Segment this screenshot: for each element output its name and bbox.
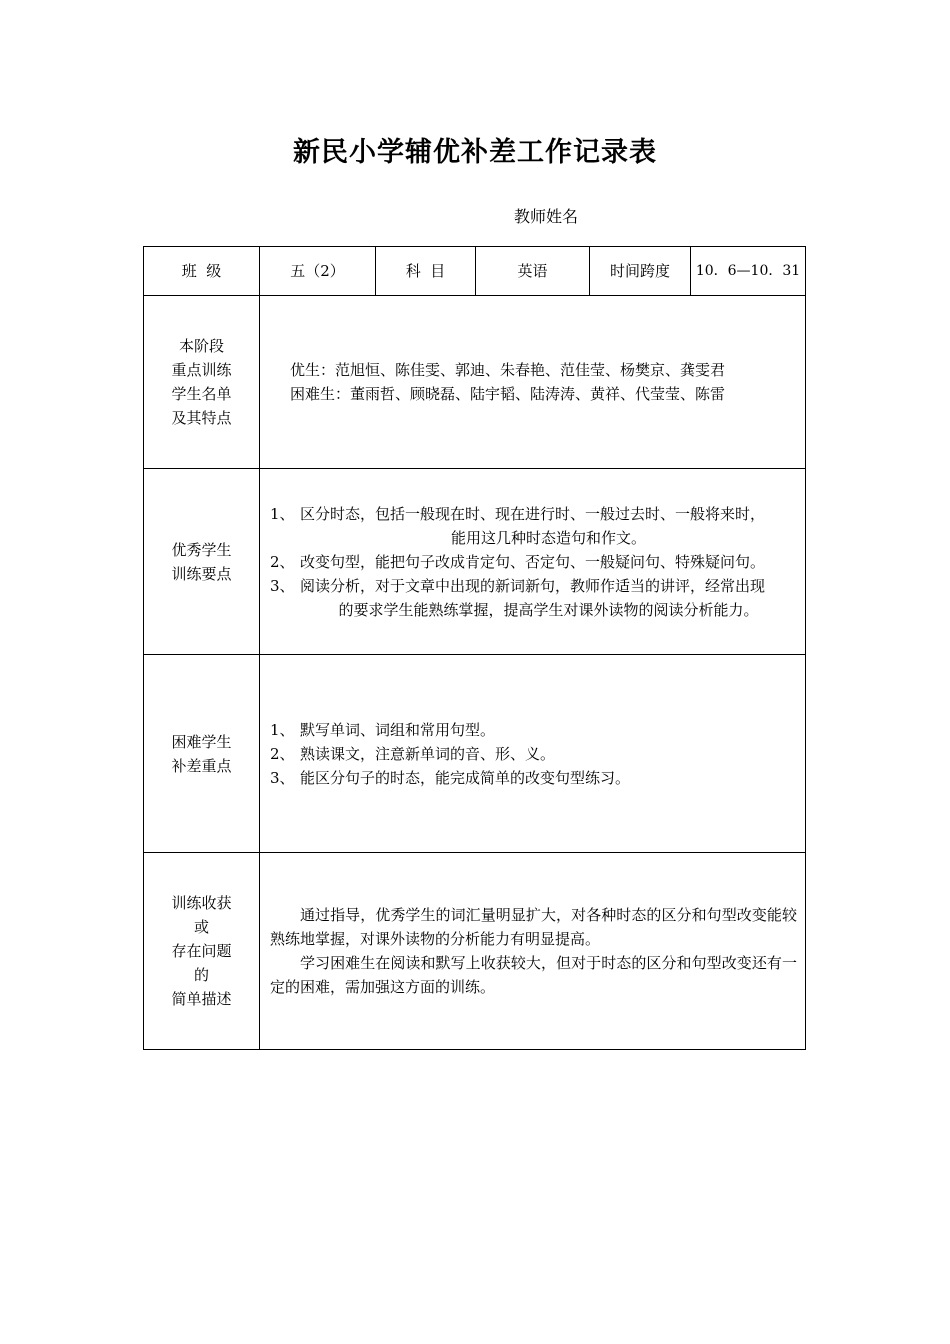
list-item <box>270 742 797 766</box>
list-item-number: 2、 <box>270 744 295 763</box>
difficult-training-list <box>270 718 797 790</box>
list-item <box>270 574 797 622</box>
record-table <box>143 246 806 1050</box>
list-item-text <box>300 574 797 622</box>
excellent-training-label-line: 优秀学生 <box>171 540 232 559</box>
table-row-students <box>144 296 806 469</box>
summary-content <box>260 853 806 1050</box>
list-item-number: 1、 <box>270 504 295 523</box>
subject-value: 英语 <box>476 247 590 296</box>
table-row-header <box>144 247 806 296</box>
table-row-summary <box>144 853 806 1050</box>
subject-label: 科 目 <box>376 247 476 296</box>
students-label-line: 本阶段 <box>178 337 224 355</box>
students-label <box>144 296 260 469</box>
summary-label-line: 的 <box>193 966 209 984</box>
period-label: 时间跨度 <box>590 247 691 296</box>
list-item-text-line: 区分时态，包括一般现在时、现在进行时、一般过去时、一般将来时， <box>300 504 766 523</box>
list-item-text <box>300 502 797 550</box>
list-item <box>270 502 797 550</box>
summary-paragraph: 通过指导，优秀学生的词汇量明显扩大，对各种时态的区分和句型改变能较熟练地掌握，对课外读物的分析能力有明显提高。 <box>270 906 797 948</box>
class-label: 班 级 <box>144 247 260 296</box>
summary-label-line: 训练收获 <box>171 894 232 912</box>
students-label-line: 重点训练 <box>171 361 232 379</box>
list-item-text: 熟读课文，注意新单词的音、形、义。 <box>300 744 556 763</box>
excellent-training-list <box>270 502 797 622</box>
list-item-number: 1、 <box>270 720 295 739</box>
list-item-text-cont: 能用这几种时态造句和作文。 <box>450 528 646 547</box>
list-item-text-cont: 的要求学生能熟练掌握，提高学生对课外读物的阅读分析能力。 <box>338 600 759 619</box>
list-item-text <box>300 550 797 574</box>
list-item-number: 3、 <box>270 576 295 595</box>
students-content <box>260 296 806 469</box>
summary-label-line: 简单描述 <box>171 990 232 1008</box>
list-item <box>270 718 797 742</box>
difficult-training-content <box>260 655 806 853</box>
class-value: 五（2） <box>260 247 376 296</box>
difficult-training-label-line: 困难学生 <box>171 732 232 751</box>
period-value: 10．6—10．31 <box>691 247 806 296</box>
difficult-students-list: 困难生：董雨哲、顾晓磊、陆宇韬、陆涛涛、黄祥、代莹莹、陈雷 <box>290 385 726 403</box>
page-title: 新民小学辅优补差工作记录表 <box>293 137 657 168</box>
list-item <box>270 766 797 790</box>
teacher-name-label: 教师姓名 <box>514 207 579 226</box>
excellent-training-content <box>260 469 806 655</box>
list-item-number: 3、 <box>270 768 295 787</box>
list-item-text-line: 改变句型，能把句子改成肯定句、否定句、一般疑问句、特殊疑问句。 <box>300 552 766 571</box>
excellent-students-list: 优生：范旭恒、陈佳雯、郭迪、朱春艳、范佳莹、杨樊京、龚雯君 <box>290 361 726 379</box>
excellent-training-label <box>144 469 260 655</box>
list-item-number: 2、 <box>270 552 295 571</box>
difficult-training-label <box>144 655 260 853</box>
summary-label-line: 或 <box>193 918 209 936</box>
list-item-text: 能区分句子的时态，能完成简单的改变句型练习。 <box>300 768 631 787</box>
summary-paragraph: 学习困难生在阅读和默写上收获较大，但对于时态的区分和句型改变还有一定的困难，需加强这方面的训练。 <box>270 954 797 996</box>
table-row-difficult-training <box>144 655 806 853</box>
excellent-training-label-line: 训练要点 <box>171 564 232 583</box>
summary-label <box>144 853 260 1050</box>
list-item-text-line: 阅读分析，对于文章中出现的新词新句，教师作适当的讲评，经常出现 <box>300 576 766 595</box>
students-label-line: 学生名单 <box>171 385 232 403</box>
list-item-text: 默写单词、词组和常用句型。 <box>300 720 496 739</box>
list-item <box>270 550 797 574</box>
summary-label-line: 存在问题 <box>171 942 232 960</box>
difficult-training-label-line: 补差重点 <box>171 756 232 775</box>
students-label-line: 及其特点 <box>171 409 232 427</box>
table-row-excellent-training <box>144 469 806 655</box>
